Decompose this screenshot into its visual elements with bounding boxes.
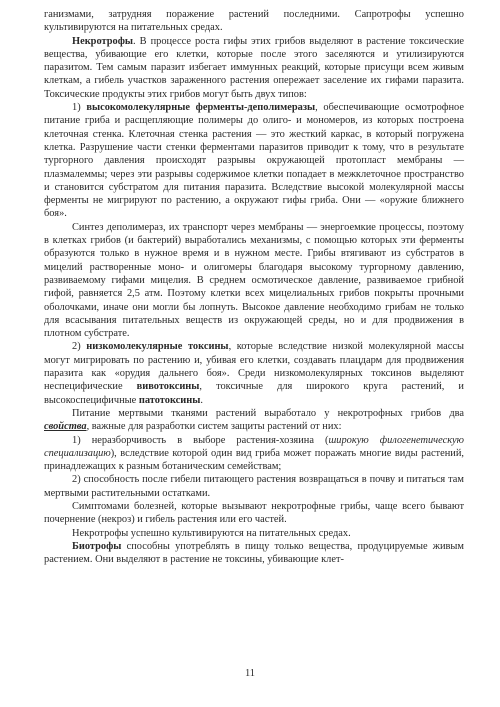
page-number: 11 xyxy=(244,668,256,679)
text-run: Некротрофы успешно культивируются на питательных средах. xyxy=(72,527,351,539)
bold-term: свойства xyxy=(44,421,87,433)
italic-text: широкую филогенетическую специализацию xyxy=(44,434,464,459)
text-run: , которые вследствие низкой молекулярной массы могут мигрировать по растению и, убивая его клетки, создавать плацдарм для продвижения паразита как «орудия дальнего боя». Среди низкомолекулярных токсинов выделяют неспецифические xyxy=(44,341,464,393)
text-run: Симптомами болезней, которые вызывают некротрофные грибы, чаще всего бывают почернение (некроз) и гибель растения или его частей. xyxy=(44,500,464,526)
text-run: 1) xyxy=(72,102,87,114)
paragraph xyxy=(44,340,464,406)
paragraph xyxy=(44,8,464,35)
text-run: 1) неразборчивость в выборе растения-хозяина ( xyxy=(72,434,329,446)
paragraph xyxy=(44,473,464,500)
paragraph xyxy=(44,101,464,221)
paragraph xyxy=(44,540,464,567)
text-run: способны употреблять в пищу только вещества, продуцируемые живым растением. Они выделяют в растение не токсины, убивающие клет- xyxy=(44,540,464,566)
bold-term: Биотрофы xyxy=(72,540,122,552)
text-run: , важные для разработки систем защиты растений от них: xyxy=(86,421,342,433)
paragraph xyxy=(44,221,464,341)
text-run: Питание мертвыми тканями растений выработало у некротрофных грибов два xyxy=(72,407,464,419)
text-run: ), вследствие которой один вид гриба может поражать многие виды растений, принадлежащих к разным ботаническим семействам; xyxy=(44,447,464,473)
text-run: ганизмами, затрудняя поражение растений последними. Сапротрофы успешно культивируются на питательных средах. xyxy=(44,9,464,34)
bold-term: низкомолекулярные токсины xyxy=(86,341,229,353)
paragraph xyxy=(44,407,464,434)
body-text xyxy=(44,8,464,566)
bold-term: высокомолекулярные ферменты-деполимеразы xyxy=(86,102,316,114)
text-run: , токсичные для широкого круга растений, и высокоспецифичные xyxy=(44,381,464,406)
paragraph xyxy=(44,500,464,527)
paragraph xyxy=(44,35,464,101)
text-run: , обеспечивающие осмотрофное питание гриба и расщепляющие полимеры до олиго- и мономеров, из которых построена клеточная стенка. Клеточная стенка растения — это жесткий каркас, в который погружена клетка. Разрушение части стенки ферментами паразитов приводит к тому, что в результате тургорного давления происходят разрывы окружающей протопласт мембраны — плазмалеммы; через эти разрывы содержимое клетки попадает в межклеточное пространство и становится субстратом для питания паразита. Вследствие высокой молекулярной массы ферменты не мигрируют по растению, а окружают гифы гриба. Они — «оружие ближнего боя». xyxy=(44,102,464,220)
bold-term: Некротрофы xyxy=(72,35,134,47)
paragraph xyxy=(44,434,464,474)
text-run: 2) xyxy=(72,341,87,353)
bold-term: вивотоксины xyxy=(136,381,200,393)
text-run: . xyxy=(200,394,203,406)
text-run: Синтез деполимераз, их транспорт через мембраны — энергоемкие процессы, поэтому в клетках грибов (и бактерий) выработались механизмы, с помощью которых эти ферменты образуются только в нужное время и в нужном месте. Грибы втягивают из субстратов в мицелий растворенные моно- и олигомеры благодаря высокому тургорному давлению, развиваемому гифами мицелия. В среднем осмотическое давление, развиваемое грибной гифой, равняется 2,5 атм. Поэтому клетки всех мицелиальных грибов покрыты прочными оболочками, иначе они могли бы лопнуть. Высокое давление необходимо грибам не только для всасывания питательных веществ из окружающей среды, но и для продвижения в плотном субстрате. xyxy=(44,221,464,340)
text-run: 2) способность после гибели питающего растения возвращаться в почву и питаться там мертвыми растительными остатками. xyxy=(44,474,464,499)
text-run: . В процессе роста гифы этих грибов выделяют в растение токсические вещества, убивающие его клетки, которые после этого заселяются и утилизируются паразитом. Тем самым паразит избегает иммунных реакций, которые присущи всем живым клеткам, а гибель участков зараженного растения опережает заселение их гифами паразита. Токсические продукты этих грибов могут быть двух типов: xyxy=(44,35,464,100)
bold-term: патотоксины xyxy=(138,394,201,406)
paragraph xyxy=(44,527,464,540)
